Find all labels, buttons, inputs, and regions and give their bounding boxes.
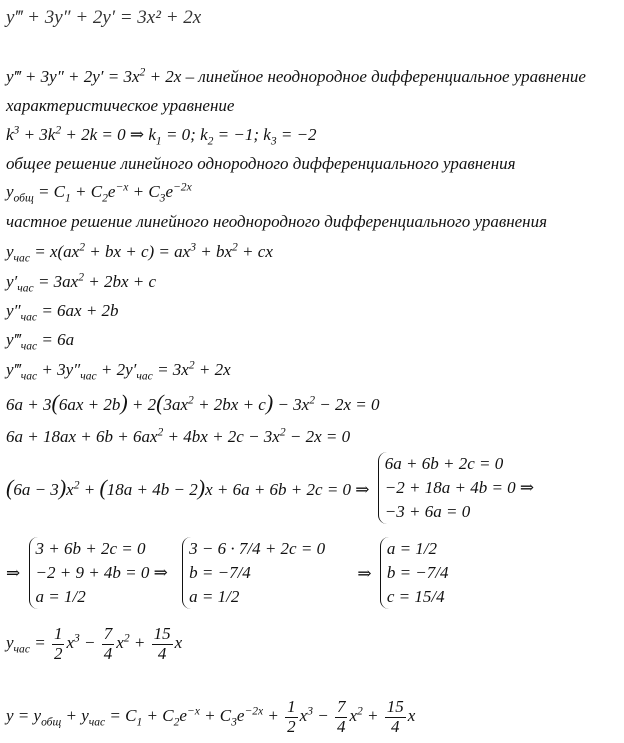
subscript-chas: час — [88, 715, 106, 729]
char-eq-label: характеристическое уравнение — [6, 96, 235, 115]
particular-solution-label: частное решение линейного неоднородного дифференциального уравнения — [6, 212, 548, 231]
equation-type-label: линейное неоднородное дифференциальное уравнение — [198, 67, 586, 86]
subscript-obsh: общ — [41, 715, 62, 729]
first-derivative-line: $y'_{час} = 3ax^2 + 2bx + c$ — [6, 270, 157, 295]
third-derivative-line: $y‴_{час} = 6a$ — [6, 330, 75, 353]
fraction-fifteen-quarters: $\frac{15}{4}$ — [386, 697, 404, 736]
subscript-chas: час — [20, 339, 38, 353]
systems-row: ⇒ 3 + 6b + 2c = 0 −2 + 9 + 4b = 0 ⇒ a = 1/2 3 − 6 · 7/4 + 2c = 0 b = −7/4 a = 1/2 ⇒ a = 1/2 b = −7/4 c = 15/4 — [6, 537, 449, 609]
subscript-chas: час — [20, 310, 38, 324]
fraction-seven-quarters: $\frac{7}{4}$ — [336, 697, 346, 736]
subscript-chas: час — [17, 281, 34, 295]
subscript-chas: час — [13, 251, 30, 265]
fraction-seven-quarters: $\frac{7}{4}$ — [103, 624, 113, 663]
system-solution: a = 1/2 b = −7/4 c = 15/4 — [380, 537, 449, 609]
final-solution-line: $y = y_{общ} + y_{час} = C_1 + C_2e^{-x} + C_3e^{-2x}$ + $\frac{1}{2}$ $x^3$ − $\frac{7}{4}$ $x^2$ + $\frac{15}{4}$ x — [6, 697, 416, 736]
general-solution-label: общее решение линейного однородного дифференциального уравнения — [6, 154, 516, 173]
coefficient-system: 6a + 6b + 2c = 0 −2 + 18a + 4b = 0 ⇒ −3 + 6a = 0 — [378, 452, 534, 524]
subscript-chas: час — [80, 369, 97, 383]
expanded-line-2: $6a + 18ax + 6b + 6ax^2 + 4bx + 2c - 3x^2 - 2x = 0$ — [6, 425, 351, 446]
system-step-1: 3 + 6b + 2c = 0 −2 + 9 + 4b = 0 ⇒ a = 1/2 — [29, 537, 168, 609]
second-derivative-line: $y''_{час} = 6ax + 2b$ — [6, 301, 119, 324]
fraction-half: $\frac{1}{2}$ — [53, 624, 63, 663]
subscript-chas: час — [20, 369, 38, 383]
substitution-line: $y‴_{час} + 3y''_{час} + 2y'_{час} = 3x^2 + 2x$ — [6, 358, 231, 383]
particular-form-line: $y_{час} = x(ax^2$ + bx + $c) = ax^3 + bx^2$ + cx — [6, 240, 273, 265]
subscript-chas: час — [13, 642, 30, 656]
general-solution-line: $y_{общ} = C_1 + C_2e^{-x} + C_3e^{-2x}$ — [6, 180, 192, 205]
equation-line: y‴ + $3y'' + 2y' = 3x^2 + 2x$ – линейное неоднородное дифференциальное уравнение — [6, 65, 586, 86]
grouped-equation: $(6a - 3)x^2 + (18a + 4b - 2)x + 6a + 6b + 2c = 0$ ⇒ 6a + 6b + 2c = 0 −2 + 18a + 4b = 0 ⇒ −3 + 6a = 0 — [6, 452, 534, 524]
problem-statement: y‴ + 3y″ + 2y′ = 3x² + 2x — [6, 7, 202, 28]
particular-solution-line: $y_{час}$ = $\frac{1}{2}$ $x^3$ − $\frac{7}{4}$ $x^2$ + $\frac{15}{4}$ x — [6, 624, 183, 663]
expanded-line-1: $6a + 3(6ax + 2b) + 2(3ax^2 + 2bx + c) - 3x^2 - 2x = 0$ — [6, 390, 380, 415]
system-step-2: 3 − 6 · 7/4 + 2c = 0 b = −7/4 a = 1/2 — [182, 537, 325, 609]
char-eq-line: $k^3 + 3k^2 + 2k = 0$ ⇒ $k_1 = 0$; $k_2 = -1$; $k_3 = -2$ — [6, 123, 317, 148]
fraction-half: $\frac{1}{2}$ — [287, 697, 296, 736]
subscript-obsh: общ — [13, 191, 34, 205]
subscript-chas: час — [136, 369, 153, 383]
fraction-fifteen-quarters: $\frac{15}{4}$ — [153, 624, 171, 663]
